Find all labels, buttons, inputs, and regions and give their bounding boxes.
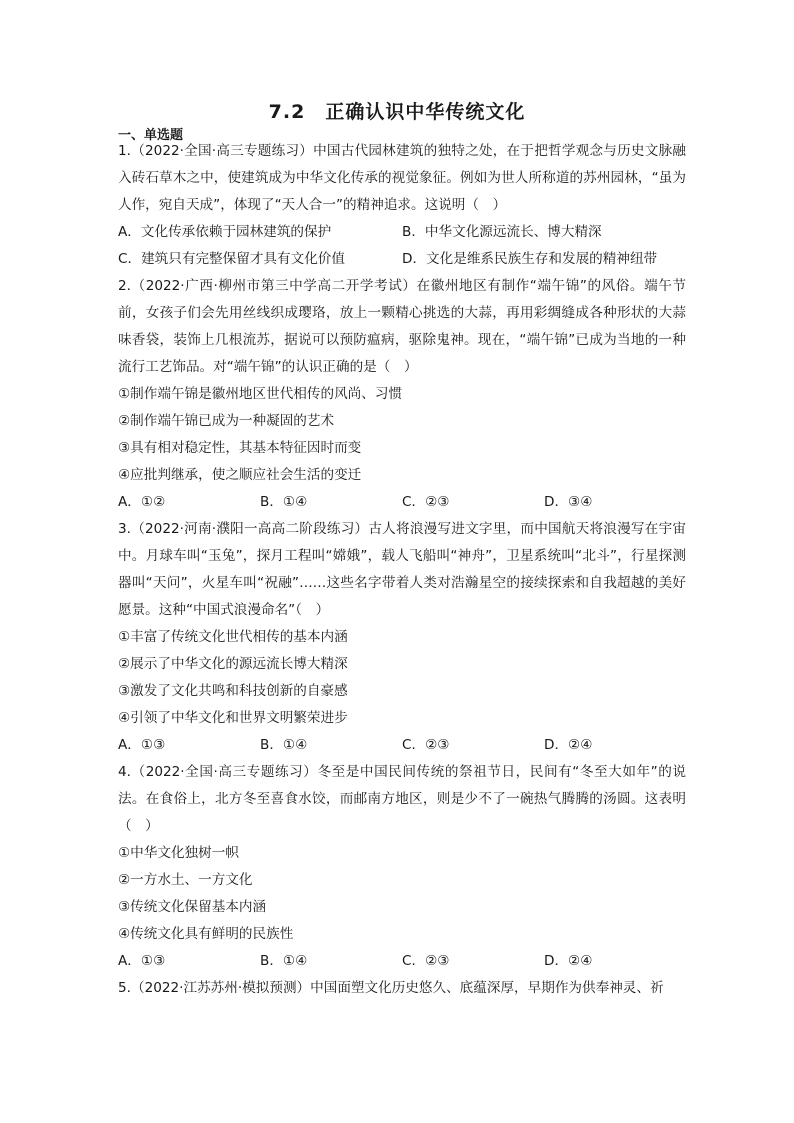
option-b: B．①④ [260, 737, 308, 753]
statement-4: ④应批判继承，使之顺应社会生活的变迁 [118, 467, 362, 483]
question-list [118, 138, 686, 1002]
statement-1: ①中华文化独树一帜 [118, 845, 239, 861]
option-c: C．②③ [402, 494, 450, 510]
options-row [118, 948, 686, 975]
options-row [118, 246, 686, 273]
option-d: D．②④ [544, 737, 593, 753]
question-stem: 1.（2022·全国·高三专题练习）中国古代园林建筑的独特之处，在于把哲学观念与历史文脉融入砖石草木之中，使建筑成为中华文化传承的视觉象征。例如为世人所称道的苏州园林，“虽为人作，宛自天成”，体现了“天人合一”的精神追求。这说明（ ） [118, 143, 686, 213]
statement-2: ②一方水土、一方文化 [118, 872, 253, 888]
question-3 [118, 516, 686, 759]
statement-3: ③激发了文化共鸣和科技创新的自豪感 [118, 683, 348, 699]
question-stem: 3.（2022·河南·濮阳一高高二阶段练习）古人将浪漫写进文字里，而中国航天将浪漫写在宇宙中。月球车叫“玉兔”，探月工程叫“嫦娥”，载人飞船叫“神舟”，卫星系统叫“北斗”，行星探测器叫“天问”，火星车叫“祝融”……这些名字带着人类对浩瀚星空的接续探索和自我超越的美好愿景。这种“中国式浪漫命名”（ ） [118, 521, 686, 618]
statement-4: ④传统文化具有鲜明的民族性 [118, 926, 294, 942]
option-b: B．①④ [260, 494, 308, 510]
options-row [118, 732, 686, 759]
option-d: D．②④ [544, 953, 593, 969]
statement-3: ③传统文化保留基本内涵 [118, 899, 267, 915]
page-title: 7.2 正确认识中华传统文化 [268, 101, 526, 123]
section-heading: 一、单选题 [118, 128, 184, 143]
option-a: A．①② [118, 494, 166, 510]
question-5 [118, 975, 686, 1002]
statement-1: ①丰富了传统文化世代相传的基本内涵 [118, 629, 348, 645]
option-c: C．②③ [402, 953, 450, 969]
option-b: B．①④ [260, 953, 308, 969]
statement-3: ③具有相对稳定性，其基本特征因时而变 [118, 440, 362, 456]
statement-2: ②制作端午锦已成为一种凝固的艺术 [118, 413, 335, 429]
question-2 [118, 273, 686, 516]
option-d: D．文化是维系民族生存和发展的精神纽带 [402, 251, 658, 267]
question-stem: 2.（2022·广西·柳州市第三中学高二开学考试）在徽州地区有制作“端午锦”的风俗。端午节前，女孩子们会先用丝线织成璎珞，放上一颗精心挑选的大蒜，再用彩绸缝成各种形状的大蒜味香袋，装饰上几根流苏，据说可以预防瘟病，驱除鬼神。现在，“端午锦”已成为当地的一种流行工艺饰品。对“端午锦”的认识正确的是（ ） [118, 278, 686, 375]
options-row [118, 489, 686, 516]
options-row [118, 219, 686, 246]
option-a: A．①③ [118, 953, 166, 969]
option-d: D．③④ [544, 494, 593, 510]
question-4 [118, 759, 686, 975]
option-a: A．文化传承依赖于园林建筑的保护 [118, 224, 332, 240]
option-c: C．建筑只有完整保留才具有文化价值 [118, 251, 345, 267]
statement-4: ④引领了中华文化和世界文明繁荣进步 [118, 710, 348, 726]
statement-1: ①制作端午锦是徽州地区世代相传的风尚、习惯 [118, 386, 403, 402]
question-stem: 5.（2022·江苏苏州·模拟预测）中国面塑文化历史悠久、底蕴深厚，早期作为供奉神灵、祈 [118, 980, 664, 996]
option-b: B．中华文化源远流长、博大精深 [402, 224, 602, 240]
option-c: C．②③ [402, 737, 450, 753]
question-stem: 4.（2022·全国·高三专题练习）冬至是中国民间传统的祭祖节日，民间有“冬至大如年”的说法。在食俗上，北方冬至喜食水饺，而邮南方地区，则是少不了一碗热气腾腾的汤圆。这表明（ ） [118, 764, 686, 834]
question-1 [118, 138, 686, 273]
statement-2: ②展示了中华文化的源远流长博大精深 [118, 656, 348, 672]
option-a: A．①③ [118, 737, 166, 753]
